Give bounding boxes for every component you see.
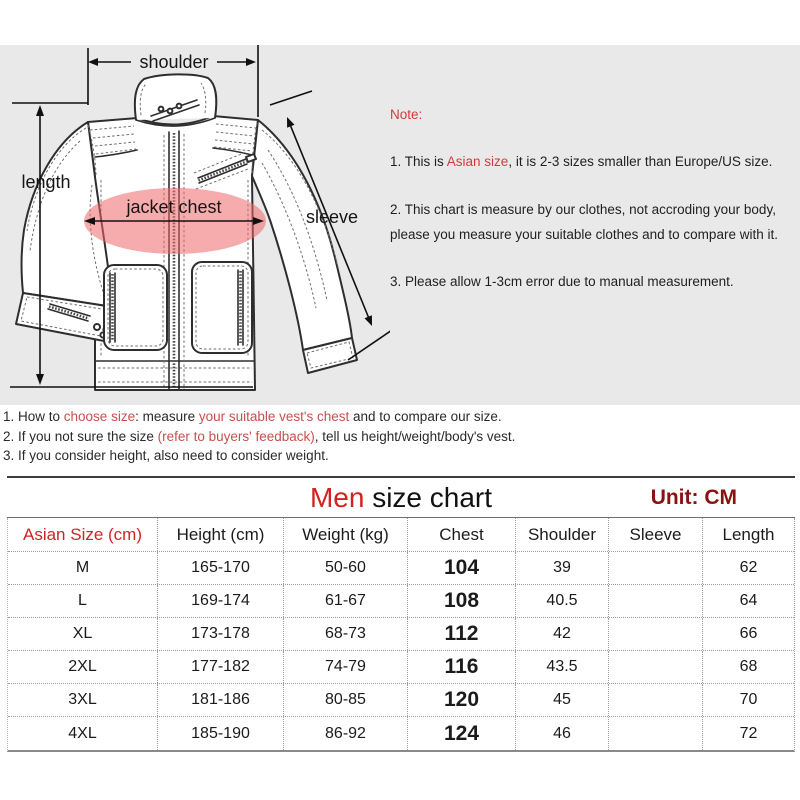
cell-sleeve	[608, 651, 702, 683]
cell-length: 64	[702, 585, 794, 617]
sleeve-label: sleeve	[305, 207, 359, 227]
cell-sleeve	[608, 552, 702, 584]
note-item-1: 1. This is Asian size, it is 2-3 sizes smaller than Europe/US size.	[390, 154, 773, 169]
cell-size: 3XL	[68, 691, 97, 708]
cell-shoulder: 45	[515, 684, 608, 716]
cell-chest: 112	[407, 618, 515, 650]
cell-weight: 61-67	[283, 585, 407, 617]
cell-shoulder: 43.5	[515, 651, 608, 683]
cell-length: 68	[702, 651, 794, 683]
note-item-2: 2. This chart is measure by our clothes, not accroding your body, please you measure your suitable clothes and to compare with it.	[390, 202, 778, 242]
shoulder-label: shoulder	[139, 52, 209, 72]
header-sleeve: Sleeve	[608, 518, 702, 551]
tip-3: 3. If you consider height, also need to consider weight.	[3, 448, 329, 463]
men-size-table	[7, 476, 795, 752]
cell-height: 165-170	[157, 552, 283, 584]
cell-length: 70	[702, 684, 794, 716]
cell-sleeve	[608, 717, 702, 750]
cell-size: 4XL	[68, 724, 97, 742]
cell-height: 177-182	[157, 651, 283, 683]
table-row-4xl	[8, 717, 794, 750]
cell-size: XL	[72, 625, 93, 642]
cell-shoulder: 39	[515, 552, 608, 584]
cell-sleeve	[608, 684, 702, 716]
table-row-l	[8, 585, 794, 618]
jacket-measurement-diagram	[0, 45, 390, 405]
sizing-tips	[3, 407, 797, 466]
header-shoulder: Shoulder	[515, 518, 608, 551]
cell-length: 72	[702, 717, 794, 750]
unit-label: Unit: CM	[650, 485, 737, 509]
cell-size: M	[75, 559, 90, 576]
cell-height: 181-186	[157, 684, 283, 716]
header-weight: Weight (kg)	[283, 518, 407, 551]
note-item-3: 3. Please allow 1-3cm error due to manual measurement.	[390, 274, 734, 289]
cell-weight: 74-79	[283, 651, 407, 683]
tip-1: 1. How to choose size: measure your suitable vest's chest and to compare our size.	[3, 409, 502, 424]
cell-length: 62	[702, 552, 794, 584]
header-chest: Chest	[407, 518, 515, 551]
table-header-row	[8, 518, 794, 552]
cell-sleeve	[608, 585, 702, 617]
cell-height: 169-174	[157, 585, 283, 617]
cell-weight: 68-73	[283, 618, 407, 650]
cell-chest: 116	[407, 651, 515, 683]
table-row-2xl	[8, 651, 794, 684]
cell-weight: 50-60	[283, 552, 407, 584]
cell-chest: 108	[407, 585, 515, 617]
tip-2: 2. If you not sure the size (refer to buyers' feedback), tell us height/weight/body's vest.	[3, 428, 516, 444]
cell-chest: 120	[407, 684, 515, 716]
table-title-row	[7, 476, 795, 518]
table-row-xl	[8, 618, 794, 651]
cell-weight: 86-92	[283, 717, 407, 750]
cell-size: 2XL	[68, 658, 97, 675]
cell-shoulder: 40.5	[515, 585, 608, 617]
asian-size-highlight: Asian size	[446, 154, 509, 169]
header-height: Height (cm)	[157, 518, 283, 551]
cell-height: 173-178	[157, 618, 283, 650]
cell-chest: 104	[407, 552, 515, 584]
cell-height: 185-190	[157, 717, 283, 750]
table-row-3xl	[8, 684, 794, 717]
jacket-chest-label: jacket chest	[126, 197, 222, 217]
table-row-m	[8, 552, 794, 585]
length-label: length	[21, 172, 71, 192]
hero-panel	[0, 45, 800, 405]
cell-length: 66	[702, 618, 794, 650]
cell-size: L	[78, 592, 87, 609]
cell-chest: 124	[407, 717, 515, 750]
table-title: Men size chart	[309, 481, 493, 513]
note-title: Note:	[390, 107, 423, 122]
header-length: Length	[702, 518, 794, 551]
cell-sleeve	[608, 618, 702, 650]
header-asian-size: Asian Size (cm)	[22, 524, 143, 544]
cell-shoulder: 42	[515, 618, 608, 650]
cell-weight: 80-85	[283, 684, 407, 716]
cell-shoulder: 46	[515, 717, 608, 750]
note-panel	[390, 107, 792, 290]
